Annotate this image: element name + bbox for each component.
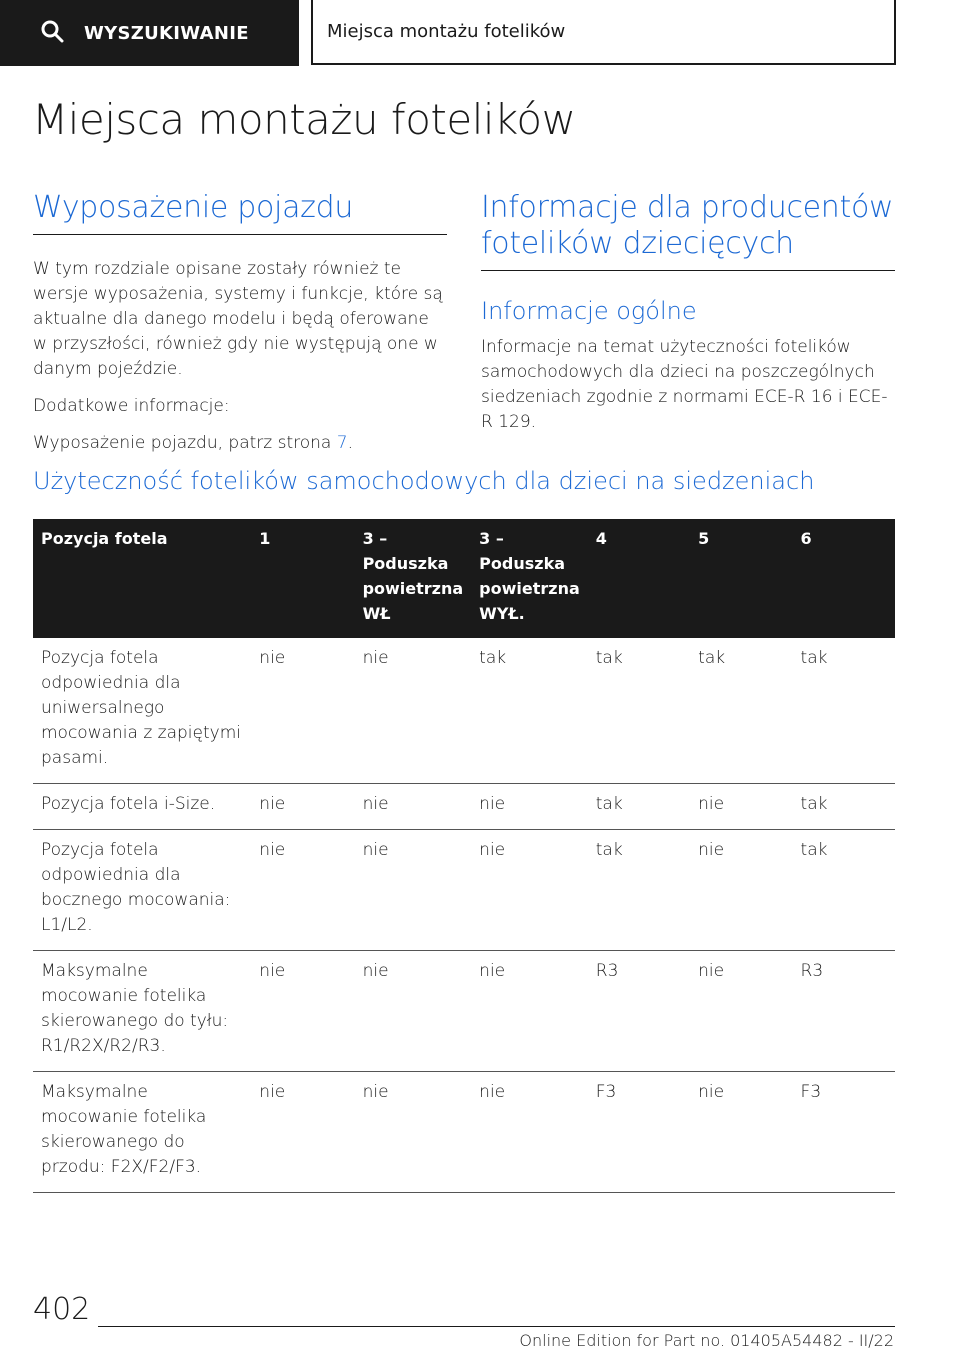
breadcrumb-label: Miejsca montażu fotelików [327, 21, 566, 42]
table-header-row [33, 519, 895, 638]
page-title: Miejsca montażu fotelików [32, 95, 576, 144]
table-cell: tak [471, 638, 588, 784]
table-cell: nie [471, 830, 588, 951]
header-cell: 5 [690, 519, 792, 638]
page-link[interactable]: 7 [336, 433, 348, 453]
table-section-heading: Użyteczność fotelików samochodowych dla dzieci na siedzeniach [33, 467, 815, 495]
table-cell: tak [793, 784, 895, 830]
table-cell: tak [793, 830, 895, 951]
table-cell: nie [355, 951, 472, 1072]
table-cell: F3 [588, 1072, 690, 1193]
table-cell: nie [471, 1072, 588, 1193]
table-cell: nie [471, 784, 588, 830]
table-row [33, 784, 895, 830]
heading-divider [33, 234, 447, 235]
table-cell: nie [690, 1072, 792, 1193]
table-cell: tak [690, 638, 792, 784]
header-cell: 4 [588, 519, 690, 638]
equipment-paragraph: W tym rozdziale opisane zostały również te wersje wyposażenia, systemy i funkcje, które są aktualne dla danego modelu i będą oferowane w przyszłości, również gdy nie występują one w danym pojeździe. [33, 259, 443, 379]
header-cell: 1 [251, 519, 354, 638]
table-row [33, 951, 895, 1072]
search-label: WYSZUKIWANIE [84, 22, 249, 44]
vehicle-equipment-section [33, 190, 447, 468]
table-cell: nie [355, 784, 472, 830]
table-row [33, 638, 895, 784]
table-cell: tak [793, 638, 895, 784]
table-cell: nie [690, 784, 792, 830]
table-cell: tak [588, 638, 690, 784]
table-cell: nie [471, 951, 588, 1072]
table-cell: Maksymalne mocowanie fotelika skierowanego do przodu: F2X/F2/F3. [33, 1072, 251, 1193]
general-info-subheading: Informacje ogólne [481, 297, 697, 325]
table-cell: tak [588, 784, 690, 830]
table-cell: nie [690, 830, 792, 951]
top-navigation [0, 0, 960, 66]
table-cell: Pozycja fotela odpowiednia dla bocznego mocowania: L1/L2. [33, 830, 251, 951]
seat-suitability-table [33, 519, 895, 1193]
header-cell: 3 – Poduszka powietrzna WYŁ. [471, 519, 588, 638]
table-cell: nie [355, 1072, 472, 1193]
search-button[interactable] [0, 0, 299, 66]
vehicle-equipment-heading: Wyposażenie pojazdu [33, 190, 354, 225]
header-cell: 6 [793, 519, 895, 638]
manufacturer-info-heading: Informacje dla producentów fotelików dziecięcych [481, 190, 894, 261]
table-row [33, 830, 895, 951]
additional-info-label: Dodatkowe informacje: [33, 396, 230, 416]
table-cell: R3 [588, 951, 690, 1072]
footer-divider [98, 1326, 895, 1327]
see-page-text: Wyposażenie pojazdu, patrz strona [33, 433, 337, 453]
header-cell: 3 – Poduszka powietrzna WŁ [355, 519, 472, 638]
breadcrumb[interactable] [311, 0, 896, 65]
see-page-end: . [347, 433, 353, 453]
table-cell: nie [251, 830, 354, 951]
general-info-paragraph: Informacje na temat użyteczności fotelików samochodowych dla dzieci na poszczególnych siedzeniach zgodnie z normami ECE-R 16 i ECE-R 129. [481, 337, 888, 432]
table-row [33, 1072, 895, 1193]
table-cell: nie [690, 951, 792, 1072]
table-cell: nie [251, 951, 354, 1072]
table-cell: F3 [793, 1072, 895, 1193]
header-cell: Pozycja fotela [33, 519, 251, 638]
search-icon [40, 19, 84, 48]
edition-note: Online Edition for Part no. 01405A54482 - II/22 [519, 1331, 894, 1350]
table-cell: nie [251, 638, 354, 784]
see-page-paragraph [33, 431, 447, 456]
table-cell: Pozycja fotela i-Size. [33, 784, 251, 830]
table-cell: nie [355, 830, 472, 951]
table-cell: nie [251, 784, 354, 830]
page-number: 402 [33, 1292, 91, 1327]
table-cell: tak [588, 830, 690, 951]
table-cell: Pozycja fotela odpowiednia dla uniwersalnego mocowania z zapiętymi pasami. [33, 638, 251, 784]
manufacturer-info-section [481, 190, 895, 447]
table-cell: R3 [793, 951, 895, 1072]
heading-divider [481, 270, 895, 271]
table-cell: Maksymalne mocowanie fotelika skierowanego do tyłu: R1/R2X/R2/R3. [33, 951, 251, 1072]
table-cell: nie [251, 1072, 354, 1193]
table-cell: nie [355, 638, 472, 784]
